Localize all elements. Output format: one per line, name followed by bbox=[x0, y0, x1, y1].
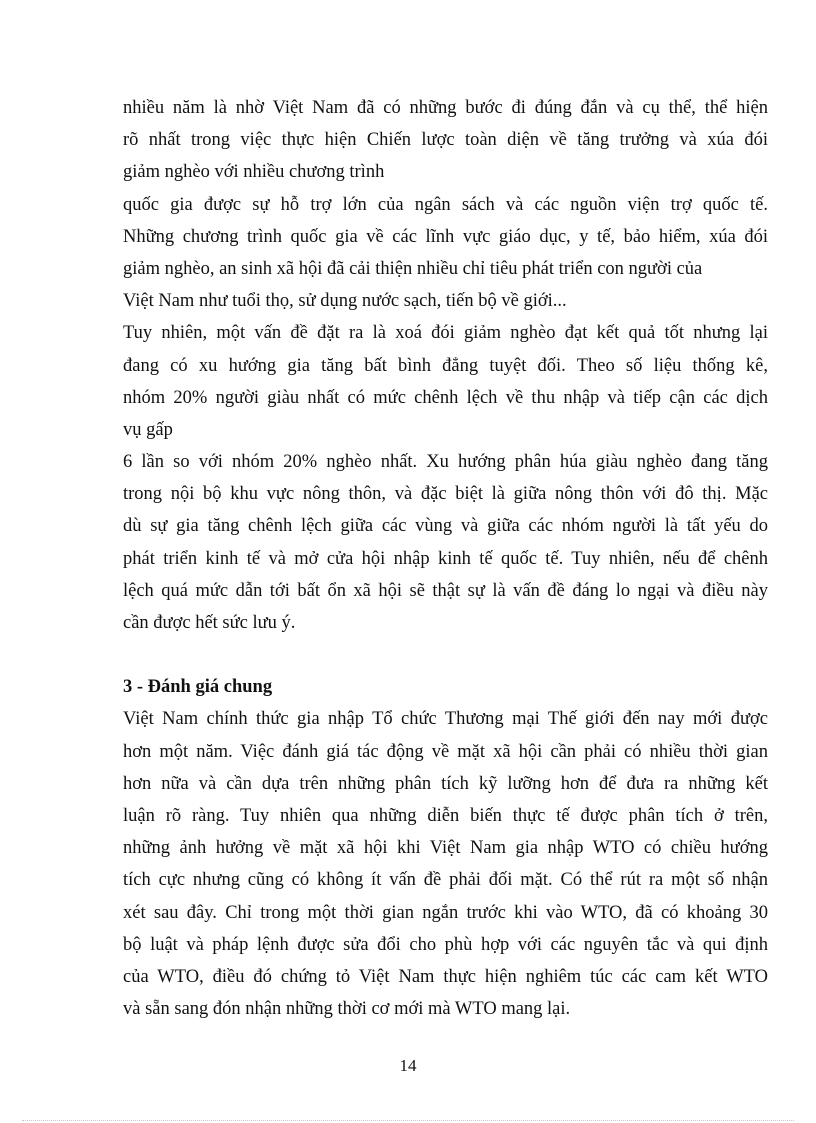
text-line: hơn một năm. Việc đánh giá tác động về mặt xã hội cần phải có nhiều thời gian bbox=[123, 741, 768, 762]
text-line: hơn nữa và cần dựa trên những phân tích kỹ lưỡng hơn để đưa ra những kết bbox=[123, 773, 768, 794]
text-line: xét sau đây. Chỉ trong một thời gian ngắn trước khi vào WTO, đã có khoảng 30 bbox=[123, 902, 768, 923]
text-line: nhóm 20% người giàu nhất có mức chênh lệch về thu nhập và tiếp cận các dịch bbox=[123, 387, 768, 408]
text-line: phát triển kinh tế và mở cửa hội nhập kinh tế quốc tế. Tuy nhiên, nếu để chênh bbox=[123, 548, 768, 569]
text-line: bộ luật và pháp lệnh được sửa đổi cho phù hợp với các nguyên tắc và qui định bbox=[123, 934, 768, 955]
text-line: giảm nghèo, an sinh xã hội đã cải thiện nhiều chỉ tiêu phát triển con người của bbox=[123, 258, 703, 279]
text-line: giảm nghèo với nhiều chương trình bbox=[123, 162, 385, 183]
text-line: dù sự gia tăng chênh lệch giữa các vùng và giữa các nhóm người là tất yếu do bbox=[123, 516, 768, 537]
page-number: 14 bbox=[399, 1056, 417, 1075]
text-line: quốc gia được sự hỗ trợ lớn của ngân sách và các nguồn viện trợ quốc tế. bbox=[123, 194, 768, 215]
text-line: của WTO, điều đó chứng tỏ Việt Nam thực hiện nghiêm túc các cam kết WTO bbox=[123, 966, 768, 987]
text-line: cần được hết sức lưu ý. bbox=[123, 613, 296, 633]
text-line: lệch quá mức dẫn tới bất ổn xã hội sẽ thật sự là vấn đề đáng lo ngại và điều này bbox=[123, 580, 768, 601]
paragraph-inequality bbox=[123, 317, 768, 639]
text-line: Những chương trình quốc gia về các lĩnh vực giáo dục, y tế, bảo hiểm, xúa đói bbox=[123, 226, 768, 247]
text-line: Tuy nhiên, một vấn đề đặt ra là xoá đói giảm nghèo đạt kết quả tốt nhưng lại bbox=[123, 323, 768, 344]
text-line: tích cực nhưng cũng có không ít vấn đề phải đối mặt. Có thể rút ra một số nhận bbox=[123, 870, 768, 891]
text-line: đang có xu hướng gia tăng bất bình đẳng tuyệt đối. Theo số liệu thống kê, bbox=[123, 355, 768, 376]
text-line: và sẵn sang đón nhận những thời cơ mới mà WTO mang lại. bbox=[123, 999, 571, 1020]
text-line: những ảnh hưởng về mặt xã hội khi Việt Nam gia nhập WTO có chiều hướng bbox=[123, 838, 768, 859]
text-line: vụ gấp bbox=[123, 419, 173, 440]
text-line: luận rõ ràng. Tuy nhiên qua những diễn biến thực tế được phân tích ở trên, bbox=[123, 805, 768, 826]
paragraph-general-assessment bbox=[123, 703, 768, 1025]
text-line: nhiều năm là nhờ Việt Nam đã có những bước đi đúng đắn và cụ thể, thể hiện bbox=[123, 98, 768, 118]
document-body bbox=[123, 92, 768, 1025]
text-line: 6 lần so với nhóm 20% nghèo nhất. Xu hướng phân húa giàu nghèo đang tăng bbox=[123, 452, 768, 473]
section-heading: 3 - Đánh giá chung bbox=[123, 677, 273, 698]
text-line: rõ nhất trong việc thực hiện Chiến lược toàn diện về tăng trưởng và xúa đói bbox=[123, 130, 768, 151]
text-line: Việt Nam như tuổi thọ, sử dụng nước sạch, tiến bộ về giới... bbox=[123, 291, 567, 312]
text-line: Việt Nam chính thức gia nhập Tổ chức Thương mại Thế giới đến nay mới được bbox=[123, 709, 768, 730]
text-line: trong nội bộ khu vực nông thôn, và đặc biệt là giữa nông thôn với đô thị. Mặc bbox=[123, 484, 768, 505]
paragraph-poverty-reduction bbox=[123, 92, 768, 317]
footer-divider bbox=[22, 1120, 794, 1121]
